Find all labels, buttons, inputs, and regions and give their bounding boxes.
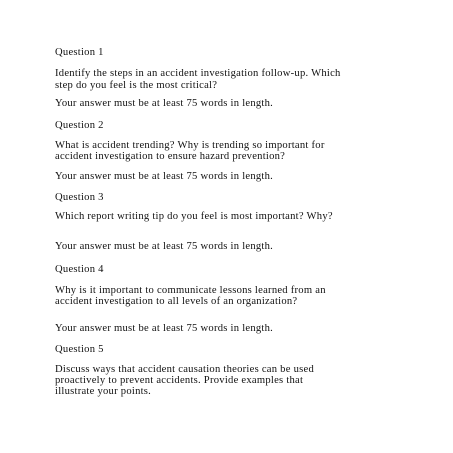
- question-3-heading: Question 3: [55, 192, 104, 203]
- question-4-prompt-line-1: Why is it important to communicate lessons learned from an: [55, 285, 326, 296]
- question-4-prompt-line-2: accident investigation to all levels of an organization?: [55, 296, 298, 307]
- question-2-requirement: Your answer must be at least 75 words in length.: [55, 171, 274, 182]
- question-5-heading: Question 5: [55, 344, 104, 355]
- question-3-prompt-line-1: Which report writing tip do you feel is most important? Why?: [55, 211, 333, 222]
- question-3-requirement: Your answer must be at least 75 words in length.: [55, 241, 274, 252]
- question-4-requirement: Your answer must be at least 75 words in length.: [55, 323, 274, 334]
- question-5-prompt-line-3: illustrate your points.: [55, 386, 152, 397]
- question-1-prompt-line-1: Identify the steps in an accident investigation follow-up. Which: [55, 68, 341, 79]
- question-1-requirement: Your answer must be at least 75 words in length.: [55, 98, 274, 109]
- question-4-heading: Question 4: [55, 264, 104, 275]
- question-2-prompt-line-2: accident investigation to ensure hazard prevention?: [55, 151, 286, 162]
- question-1-heading: Question 1: [55, 47, 104, 58]
- question-2-heading: Question 2: [55, 120, 104, 131]
- question-1-prompt-line-2: step do you feel is the most critical?: [55, 80, 218, 91]
- question-2-prompt-line-1: What is accident trending? Why is trending so important for: [55, 140, 325, 151]
- question-5-prompt-line-1: Discuss ways that accident causation theories can be used: [55, 364, 315, 375]
- question-5-prompt-line-2: proactively to prevent accidents. Provide examples that: [55, 375, 304, 386]
